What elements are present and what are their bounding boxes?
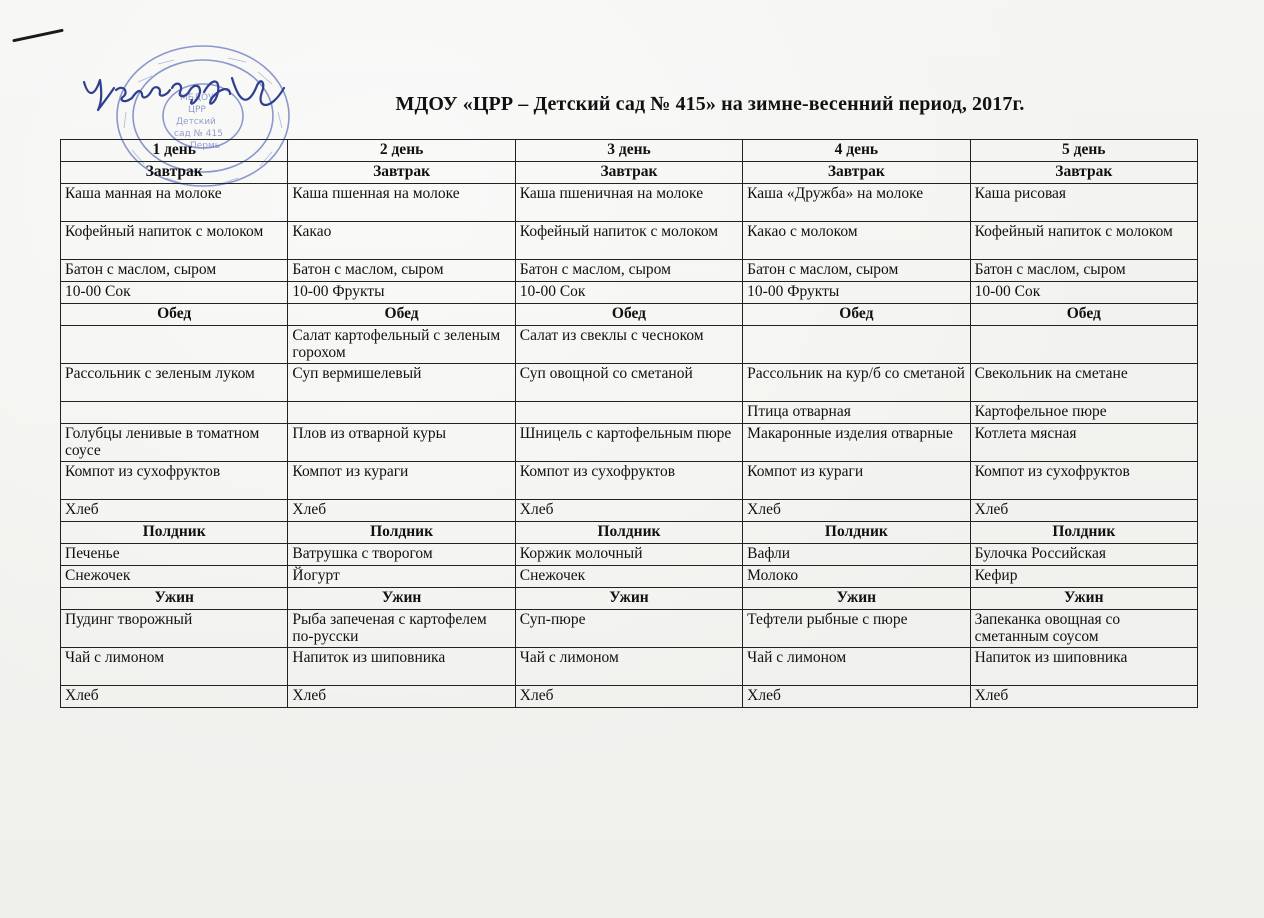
menu-cell [61, 326, 288, 364]
menu-cell: Батон с маслом, сыром [61, 260, 288, 282]
menu-cell: Хлеб [61, 500, 288, 522]
menu-cell: Батон с маслом, сыром [970, 260, 1197, 282]
menu-cell: Компот из кураги [288, 462, 515, 500]
svg-text:ЦРР: ЦРР [188, 105, 206, 115]
table-row [61, 500, 1198, 522]
meal-header: Ужин [515, 588, 742, 610]
menu-cell: Суп-пюре [515, 610, 742, 648]
menu-cell: Батон с маслом, сыром [743, 260, 970, 282]
menu-cell: Молоко [743, 566, 970, 588]
menu-cell: Хлеб [970, 686, 1197, 708]
table-row [61, 686, 1198, 708]
menu-cell: Рассольник с зеленым луком [61, 364, 288, 402]
menu-cell: Макаронные изделия отварные [743, 424, 970, 462]
meal-header: Полдник [288, 522, 515, 544]
svg-text:сад № 415: сад № 415 [174, 129, 223, 139]
table-row [61, 402, 1198, 424]
meal-header: Обед [515, 304, 742, 326]
menu-cell: Снежочек [61, 566, 288, 588]
table-row [61, 610, 1198, 648]
menu-cell: Какао с молоком [743, 222, 970, 260]
meal-header: Обед [970, 304, 1197, 326]
menu-cell: Голубцы ленивые в томатном соусе [61, 424, 288, 462]
menu-cell: Каша манная на молоке [61, 184, 288, 222]
table-row [61, 424, 1198, 462]
menu-cell: Котлета мясная [970, 424, 1197, 462]
meal-header: Завтрак [515, 162, 742, 184]
menu-cell: Булочка Российская [970, 544, 1197, 566]
meal-header: Ужин [743, 588, 970, 610]
menu-cell: Каша рисовая [970, 184, 1197, 222]
menu-cell: Хлеб [288, 500, 515, 522]
menu-cell: Кофейный напиток с молоком [970, 222, 1197, 260]
table-row [61, 364, 1198, 402]
meal-header-row [61, 162, 1198, 184]
menu-cell [61, 402, 288, 424]
meal-header: Полдник [743, 522, 970, 544]
table-row [61, 544, 1198, 566]
meal-header: Завтрак [970, 162, 1197, 184]
table-row [61, 566, 1198, 588]
menu-cell: Йогурт [288, 566, 515, 588]
table-row [61, 222, 1198, 260]
menu-cell: Картофельное пюре [970, 402, 1197, 424]
menu-cell: Хлеб [515, 686, 742, 708]
meal-header: Ужин [288, 588, 515, 610]
menu-cell: Печенье [61, 544, 288, 566]
meal-header: Ужин [61, 588, 288, 610]
menu-cell: 10-00 Сок [515, 282, 742, 304]
menu-cell: Батон с маслом, сыром [288, 260, 515, 282]
menu-cell: Вафли [743, 544, 970, 566]
meal-header-row [61, 588, 1198, 610]
svg-text:МБДОУ: МБДОУ [180, 93, 214, 103]
meal-header: Обед [61, 304, 288, 326]
meal-header: Завтрак [288, 162, 515, 184]
menu-cell: Чай с лимоном [743, 648, 970, 686]
table-row [61, 326, 1198, 364]
menu-cell: Чай с лимоном [61, 648, 288, 686]
menu-cell: Кофейный напиток с молоком [515, 222, 742, 260]
menu-cell: Салат из свеклы с чесноком [515, 326, 742, 364]
menu-cell: Компот из сухофруктов [61, 462, 288, 500]
menu-cell: Шницель с картофельным пюре [515, 424, 742, 462]
menu-cell [515, 402, 742, 424]
table-row [61, 462, 1198, 500]
menu-cell: Кофейный напиток с молоком [61, 222, 288, 260]
day-header: 5 день [970, 140, 1197, 162]
table-row [61, 260, 1198, 282]
signature-handwritten [80, 58, 290, 128]
menu-cell: Каша «Дружба» на молоке [743, 184, 970, 222]
day-header: 4 день [743, 140, 970, 162]
menu-cell [288, 402, 515, 424]
meal-header: Полдник [515, 522, 742, 544]
menu-cell: Напиток из шиповника [970, 648, 1197, 686]
menu-cell: Свекольник на сметане [970, 364, 1197, 402]
menu-cell [743, 326, 970, 364]
menu-cell: Суп вермишелевый [288, 364, 515, 402]
menu-cell: Чай с лимоном [515, 648, 742, 686]
meal-header-row [61, 522, 1198, 544]
menu-cell: Птица отварная [743, 402, 970, 424]
meal-header: Полдник [61, 522, 288, 544]
day-header: 1 день [61, 140, 288, 162]
menu-cell: Хлеб [288, 686, 515, 708]
menu-cell: Плов из отварной куры [288, 424, 515, 462]
menu-cell: 10-00 Фрукты [743, 282, 970, 304]
menu-cell: Суп овощной со сметаной [515, 364, 742, 402]
menu-cell: Напиток из шиповника [288, 648, 515, 686]
menu-cell: Тефтели рыбные с пюре [743, 610, 970, 648]
day-header: 3 день [515, 140, 742, 162]
table-row [61, 184, 1198, 222]
menu-cell: Компот из сухофруктов [515, 462, 742, 500]
menu-cell: 10-00 Фрукты [288, 282, 515, 304]
menu-cell: Кефир [970, 566, 1197, 588]
menu-cell: Снежочек [515, 566, 742, 588]
menu-cell: Каша пшенная на молоке [288, 184, 515, 222]
table-row [61, 648, 1198, 686]
meal-header: Обед [743, 304, 970, 326]
menu-cell: 10-00 Сок [61, 282, 288, 304]
menu-cell: Рыба запеченая с картофелем по-русски [288, 610, 515, 648]
meal-header: Завтрак [61, 162, 288, 184]
page-title: МДОУ «ЦРР – Детский сад № 415» на зимне-весенний период, 2017г. [395, 93, 1025, 115]
menu-cell [970, 326, 1197, 364]
menu-cell: Хлеб [61, 686, 288, 708]
menu-cell: Ватрушка с творогом [288, 544, 515, 566]
day-header: 2 день [288, 140, 515, 162]
menu-cell: Хлеб [515, 500, 742, 522]
meal-header-row [61, 304, 1198, 326]
menu-cell: Рассольник на кур/б со сметаной [743, 364, 970, 402]
meal-header: Ужин [970, 588, 1197, 610]
menu-cell: Хлеб [970, 500, 1197, 522]
menu-cell: Коржик молочный [515, 544, 742, 566]
table-row [61, 140, 1198, 162]
pen-mark [12, 29, 63, 43]
table-row [61, 282, 1198, 304]
menu-cell: Салат картофельный с зеленым горохом [288, 326, 515, 364]
svg-text:Детский: Детский [176, 117, 216, 127]
menu-cell: 10-00 Сок [970, 282, 1197, 304]
menu-cell: Компот из кураги [743, 462, 970, 500]
meal-header: Завтрак [743, 162, 970, 184]
svg-text:Пермь: Пермь [190, 141, 221, 151]
menu-table [60, 139, 1198, 708]
menu-cell: Запеканка овощная со сметанным соусом [970, 610, 1197, 648]
meal-header: Обед [288, 304, 515, 326]
menu-cell: Хлеб [743, 686, 970, 708]
menu-cell: Хлеб [743, 500, 970, 522]
menu-cell: Батон с маслом, сыром [515, 260, 742, 282]
menu-cell: Компот из сухофруктов [970, 462, 1197, 500]
menu-cell: Какао [288, 222, 515, 260]
menu-cell: Пудинг творожный [61, 610, 288, 648]
meal-header: Полдник [970, 522, 1197, 544]
menu-cell: Каша пшеничная на молоке [515, 184, 742, 222]
